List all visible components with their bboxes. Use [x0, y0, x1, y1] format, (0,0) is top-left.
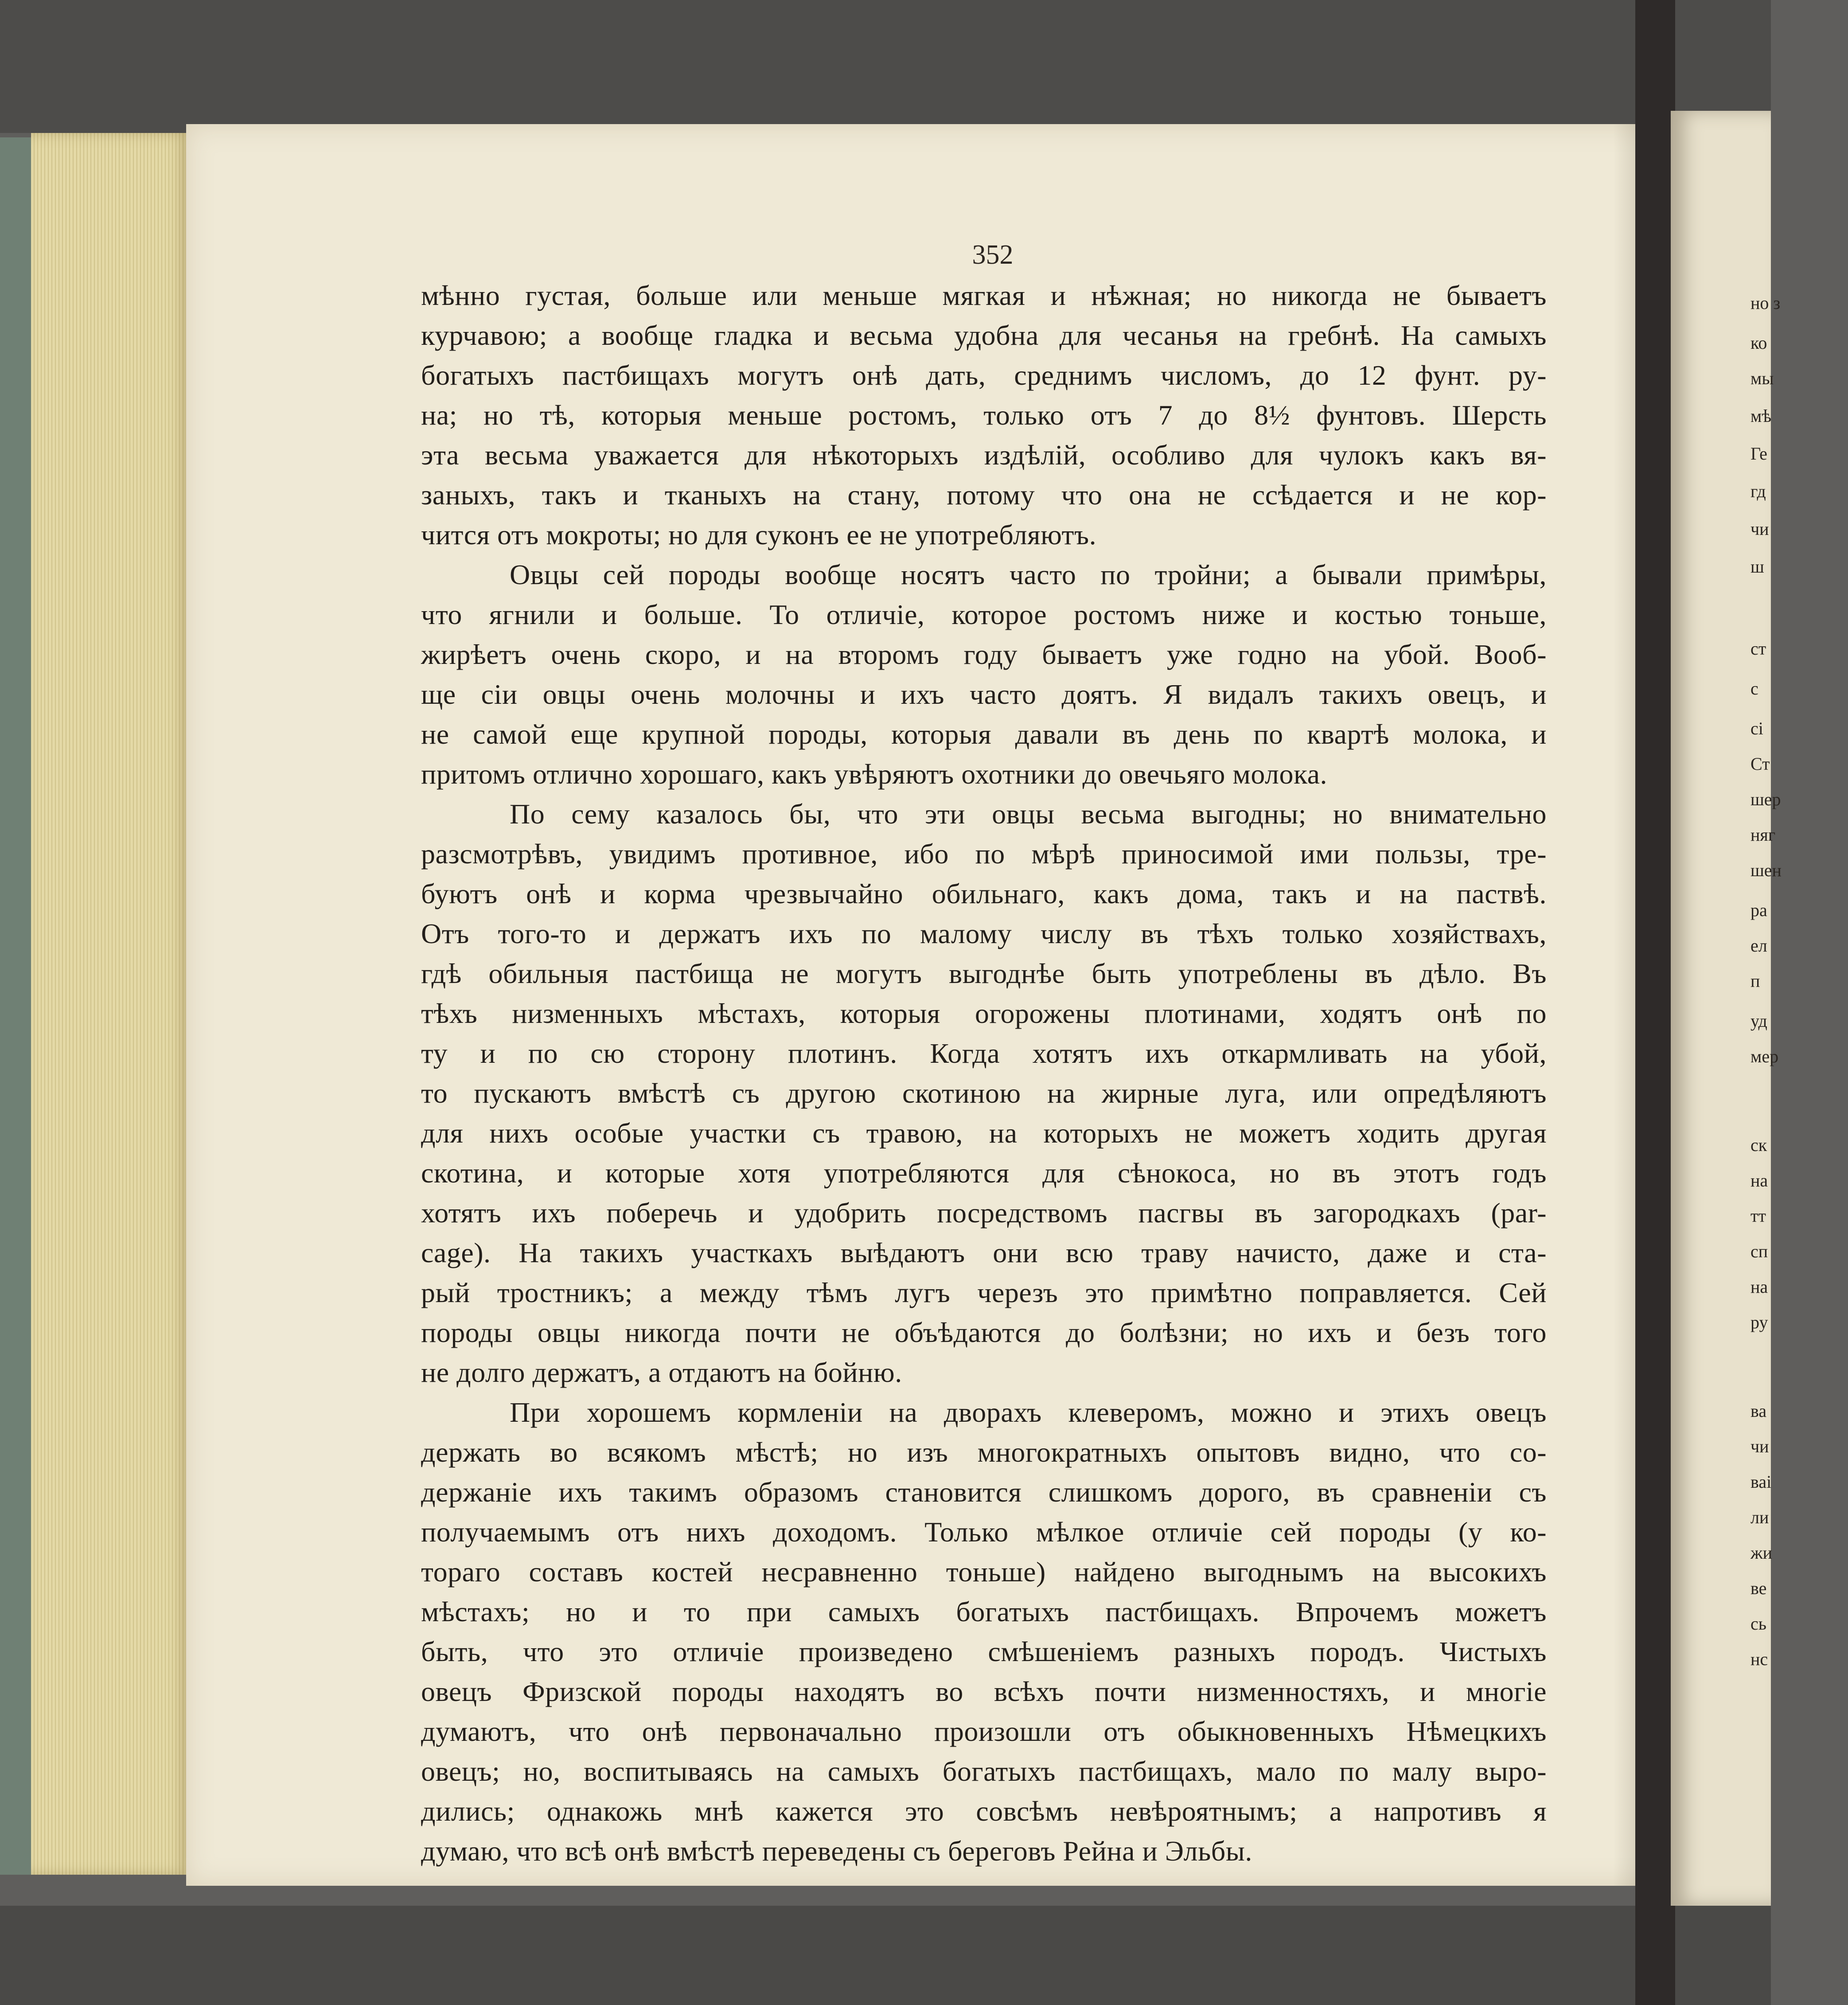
- facing-page-fragment: ве: [1751, 1578, 1767, 1598]
- text-line: тѣхъ низменныхъ мѣстахъ, которыя огорожены плотинами, ходятъ онѣ по: [421, 998, 1547, 1029]
- text-line: быть, что это отличіе произведено смѣшеніемъ разныхъ породъ. Чистыхъ: [421, 1636, 1547, 1667]
- facing-page-fragment: ру: [1751, 1312, 1768, 1332]
- facing-page-fragment: с: [1751, 679, 1758, 698]
- book-spine: [1635, 0, 1675, 2005]
- facing-page-fragment: п: [1751, 971, 1760, 991]
- text-line: притомъ отлично хорошаго, какъ увѣряютъ охотники до овечьяго молока.: [421, 758, 1327, 790]
- facing-page-fragment: чи: [1751, 519, 1769, 539]
- facing-page-fragment: шер: [1751, 789, 1781, 809]
- text-line: мѣстахъ; но и то при самыхъ богатыхъ пастбищахъ. Впрочемъ можетъ: [421, 1596, 1547, 1627]
- facing-page-fragment: жи: [1751, 1543, 1773, 1563]
- text-line: думаю, что всѣ онѣ вмѣстѣ переведены съ береговъ Рейна и Эльбы.: [421, 1835, 1252, 1867]
- text-line: ще сіи овцы очень молочны и ихъ часто доятъ. Я видалъ такихъ овецъ, и: [421, 679, 1547, 710]
- text-line: рый тростникъ; а между тѣмъ лугъ черезъ это примѣтно поправляется. Сей: [421, 1277, 1547, 1308]
- text-line: чится отъ мокроты; но для суконъ ее не употребляютъ.: [421, 519, 1097, 550]
- text-line: на; но тѣ, которыя меньше ростомъ, только отъ 7 до 8½ фунтовъ. Шерсть: [421, 399, 1547, 431]
- facing-page-fragment: ваі: [1751, 1472, 1772, 1492]
- facing-page-fragment: чи: [1751, 1436, 1769, 1456]
- text-line: мѣнно густая, больше или меньше мягкая и нѣжная; но никогда не бываетъ: [421, 280, 1547, 311]
- text-line: то пускаютъ вмѣстѣ съ другою скотиною на жирные луга, или опредѣляютъ: [421, 1077, 1547, 1109]
- text-line: гдѣ обильныя пастбища не могутъ выгоднѣе быть употреблены въ дѣло. Въ: [421, 958, 1547, 989]
- facing-page-fragment: ва: [1751, 1401, 1767, 1421]
- text-line: тораго составъ костей несравненно тоньше) найдено выгоднымъ на высокихъ: [421, 1556, 1547, 1588]
- page-block-edges: [31, 133, 191, 1875]
- facing-page-fragment: ли: [1751, 1507, 1769, 1527]
- text-line: буютъ онѣ и корма чрезвычайно обильнаго, какъ дома, такъ и на паствѣ.: [421, 878, 1547, 909]
- scan-background-bottom: [0, 1906, 1771, 2005]
- text-line: эта весьма уважается для нѣкоторыхъ издѣлій, особливо для чулокъ какъ вя-: [421, 439, 1547, 471]
- text-line: cage). На такихъ участкахъ выѣдаютъ они всю траву начисто, даже и ста-: [421, 1237, 1547, 1268]
- facing-page-fragment: ст: [1751, 639, 1766, 659]
- facing-page: [1671, 111, 1782, 1906]
- text-line: По сему казалось бы, что эти овцы весьма выгодны; но внимательно: [510, 798, 1547, 830]
- facing-page-fragment: сп: [1751, 1241, 1768, 1261]
- text-line: дились; однакожь мнѣ кажется это совсѣмъ невѣроятнымъ; а напротивъ я: [421, 1795, 1547, 1827]
- facing-page-fragment: нс: [1751, 1649, 1768, 1669]
- text-line: хотятъ ихъ поберечь и удобрить посредствомъ пасгвы въ загородкахъ (par-: [421, 1197, 1547, 1229]
- text-line: курчавою; а вообще гладка и весьма удобна для чесанья на гребнѣ. На самыхъ: [421, 320, 1547, 351]
- text-line: думаютъ, что онѣ первоначально произошли отъ обыкновенныхъ Нѣмецкихъ: [421, 1716, 1547, 1747]
- text-line: Отъ того-то и держатъ ихъ по малому числу въ тѣхъ только хозяйствахъ,: [421, 918, 1547, 949]
- facing-page-fragment: ск: [1751, 1135, 1767, 1155]
- text-line: жирѣетъ очень скоро, и на второмъ году бываетъ уже годно на убой. Вооб-: [421, 639, 1547, 670]
- text-line: получаемымъ отъ нихъ доходомъ. Только мѣлкое отличіе сей породы (у ко-: [421, 1516, 1547, 1548]
- text-line: породы овцы никогда почти не объѣдаются до болѣзни; но ихъ и безъ того: [421, 1317, 1547, 1348]
- text-line: Овцы сей породы вообще носятъ часто по тройни; а бывали примѣры,: [510, 559, 1547, 590]
- text-line: не долго держатъ, а отдаютъ на бойню.: [421, 1357, 902, 1388]
- facing-page-fragment: уд: [1751, 1011, 1767, 1031]
- scan-background-top: [0, 0, 1771, 133]
- facing-page-fragment: тт: [1751, 1206, 1766, 1226]
- text-line: богатыхъ пастбищахъ могутъ онѣ дать, среднимъ числомъ, до 12 фунт. ру-: [421, 359, 1547, 391]
- text-line: овецъ Фризской породы находятъ во всѣхъ почти низменностяхъ, и многіе: [421, 1676, 1547, 1707]
- facing-page-fragment: гд: [1751, 481, 1766, 501]
- text-line: ту и по сю сторону плотинъ. Когда хотятъ ихъ откармливать на убой,: [421, 1038, 1547, 1069]
- text-line: разсмотрѣвъ, увидимъ противное, ибо по мѣрѣ приносимой ими пользы, тре-: [421, 838, 1547, 870]
- facing-page-fragment: ко: [1751, 333, 1767, 353]
- facing-page-fragment: мы: [1751, 368, 1774, 388]
- facing-page-fragment: няг: [1751, 825, 1776, 845]
- text-line: овецъ; но, воспитываясь на самыхъ богатыхъ пастбищахъ, мало по малу выро-: [421, 1755, 1547, 1787]
- facing-page-fragment: сь: [1751, 1614, 1766, 1634]
- facing-page-fragment: на: [1751, 1277, 1768, 1297]
- text-line: не самой еще крупной породы, которыя давали въ день по квартѣ молока, и: [421, 718, 1547, 750]
- text-line: держать во всякомъ мѣстѣ; но изъ многократныхъ опытовъ видно, что со-: [421, 1436, 1547, 1468]
- text-line: что ягнили и больше. То отличіе, которое ростомъ ниже и костью тоньше,: [421, 599, 1547, 630]
- text-line: скотина, и которые хотя употребляются для сѣнокоса, но въ этотъ годъ: [421, 1157, 1547, 1189]
- facing-page-fragment: сі: [1751, 718, 1763, 738]
- facing-page-fragment: ра: [1751, 900, 1767, 920]
- facing-page-fragment: Ге: [1751, 444, 1767, 464]
- facing-page-fragment: на: [1751, 1170, 1768, 1190]
- facing-page-fragment: ел: [1751, 936, 1767, 956]
- facing-page-fragment: мѣ: [1751, 406, 1772, 426]
- text-line: держаніе ихъ такимъ образомъ становится слишкомъ дорого, въ сравненіи съ: [421, 1476, 1547, 1508]
- page-number: 352: [972, 240, 1014, 270]
- facing-page-fragment: шен: [1751, 860, 1782, 880]
- text-line: заныхъ, такъ и тканыхъ на стану, потому что она не ссѣдается и не кор-: [421, 479, 1547, 511]
- text-line: для нихъ особые участки съ травою, на которыхъ не можетъ ходить другая: [421, 1117, 1547, 1149]
- facing-page-fragment: ш: [1751, 557, 1764, 577]
- facing-page-fragment: Ст: [1751, 754, 1770, 774]
- facing-page-fragment: но з: [1751, 293, 1781, 313]
- text-line: При хорошемъ кормленіи на дворахъ клеверомъ, можно и этихъ овецъ: [510, 1396, 1547, 1428]
- facing-page-fragment: мер: [1751, 1046, 1779, 1066]
